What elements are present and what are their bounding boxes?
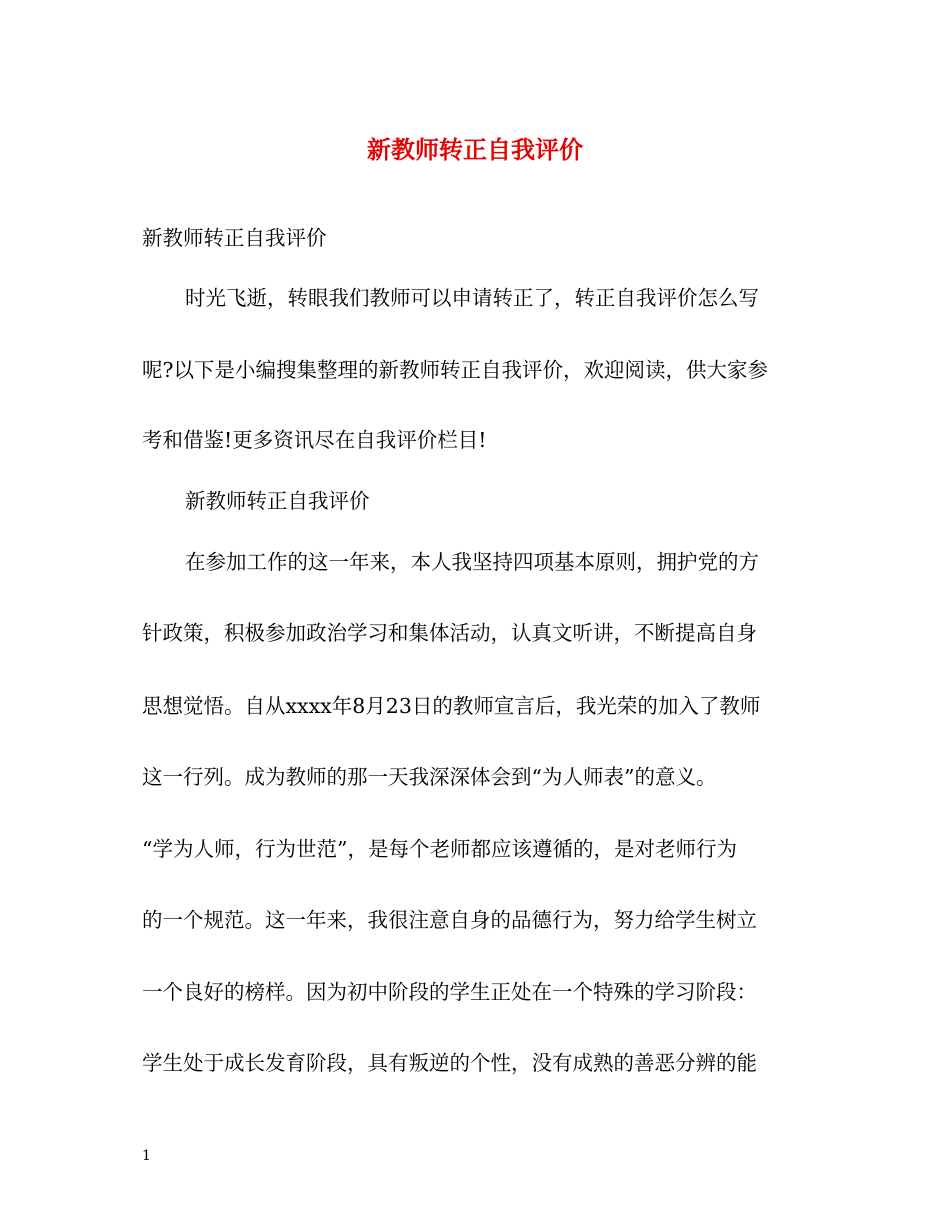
text-line: 新教师转正自我评价 (185, 489, 370, 513)
text-line: 时光飞逝，转眼我们教师可以申请转正了，转正自我评价怎么写 (185, 286, 759, 310)
text-line: 学生处于成长发育阶段，具有叛逆的个性，没有成熟的善恶分辨的能 (142, 1051, 757, 1075)
text-line: 一个良好的榜样。因为初中阶段的学生正处在一个特殊的学习阶段： (142, 980, 757, 1004)
document-title: 新教师转正自我评价 (367, 135, 583, 164)
text-line: 呢?以下是小编搜集整理的新教师转正自我评价，欢迎阅读，供大家参 (142, 358, 768, 382)
text-line: 考和借鉴!更多资讯尽在自我评价栏目! (142, 428, 487, 452)
text-line: 的一个规范。这一年来，我很注意自身的品德行为，努力给学生树立 (142, 908, 757, 932)
text-line: 思想觉悟。自从xxxx年8月23日的教师宣言后，我光荣的加入了教师 (142, 694, 761, 718)
text-line: 这一行列。成为教师的那一天我深深体会到“为人师表”的意义。 (142, 765, 717, 789)
text-line: 新教师转正自我评价 (142, 226, 327, 250)
page-number: 1 (142, 1148, 151, 1164)
text-line: 针政策，积极参加政治学习和集体活动，认真文听讲，不断提高自身 (142, 621, 757, 645)
text-line: “学为人师，行为世范”，是每个老师都应该遵循的，是对老师行为 (142, 837, 737, 861)
text-line: 在参加工作的这一年来，本人我坚持四项基本原则，拥护党的方 (185, 550, 759, 574)
